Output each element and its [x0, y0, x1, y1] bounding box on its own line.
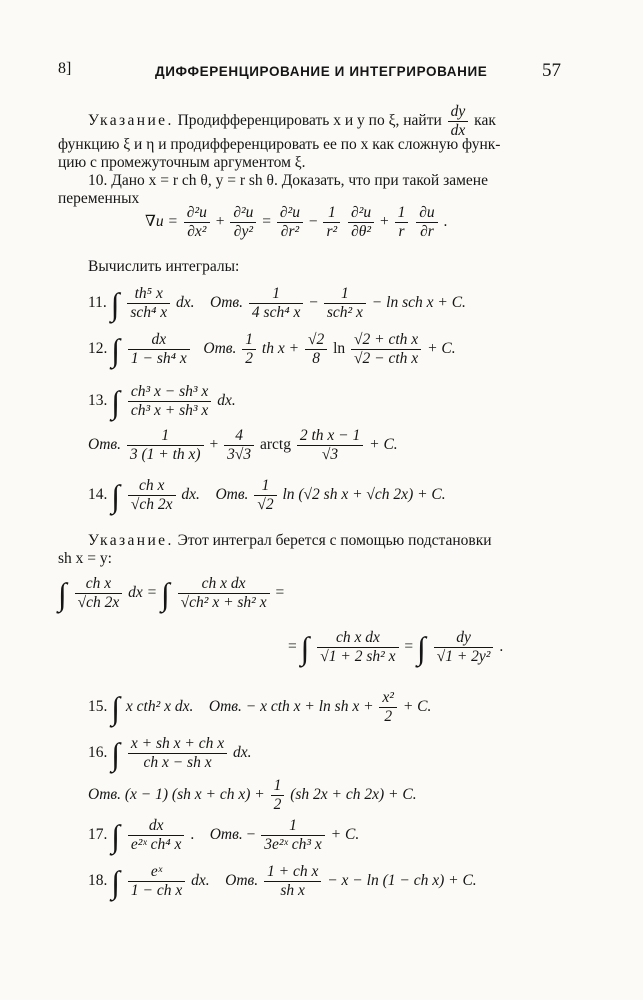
operator: + [379, 213, 389, 231]
numerator: 1 [261, 818, 325, 836]
numerator: dx [128, 332, 190, 350]
problem-11 [88, 286, 466, 321]
operator: + [215, 213, 225, 231]
denominator: 8 [312, 350, 320, 367]
answer-tail: ln (√2 sh x + √ch 2x) + C. [282, 486, 446, 504]
differential: dx. [217, 392, 236, 410]
integrand [128, 478, 176, 513]
operator: − [246, 826, 256, 844]
fraction [351, 332, 421, 367]
answer-label: Отв. [88, 436, 121, 454]
fraction [75, 576, 123, 611]
denominator: e²ˣ ch⁴ x [130, 836, 182, 853]
problem-number: 12. [88, 340, 108, 358]
fraction [127, 428, 204, 463]
answer-label: Отв. [203, 340, 237, 358]
denominator: √3 [321, 446, 339, 463]
integrand: x cth² x dx. [125, 698, 194, 716]
fraction [305, 332, 327, 367]
operator: = [262, 213, 272, 231]
numerator: 1 [323, 205, 340, 223]
numerator: ∂²u [184, 205, 210, 223]
section-number: 8] [58, 60, 72, 77]
section-intro: Вычислить интегралы: [88, 258, 240, 275]
denominator: sh x [280, 882, 305, 899]
denominator: √1 + 2 sh² x [320, 648, 396, 665]
fraction [184, 205, 210, 240]
problem-17 [88, 818, 359, 853]
fraction [224, 428, 254, 463]
fraction [297, 428, 363, 463]
operator: . [190, 826, 195, 844]
fraction-dy-dx [448, 104, 469, 139]
differential: dx. [181, 486, 200, 504]
answer-tail: − ln sch x + C. [371, 294, 466, 312]
denominator: 3√3 [227, 446, 252, 463]
integral-sign: ∫ [110, 285, 120, 322]
problem-number: 11. [88, 294, 107, 312]
fraction [277, 205, 303, 240]
denominator: 3e²ˣ ch³ x [264, 836, 322, 853]
denominator: ∂r [420, 223, 434, 240]
denominator: sch⁴ x [130, 304, 168, 321]
operator: = [275, 584, 285, 602]
problem-number: 17. [88, 826, 108, 844]
integral-sign: ∫ [111, 735, 121, 772]
operator: . [443, 213, 448, 231]
text-line: цию с промежуточным аргументом ξ. [58, 154, 306, 171]
numerator: dy [448, 104, 469, 122]
answer-tail: + C. [330, 826, 360, 844]
operator: + [209, 436, 219, 454]
fraction [271, 778, 285, 813]
fraction [317, 630, 398, 665]
denominator: √1 + 2y² [436, 648, 491, 665]
fraction [230, 205, 256, 240]
numerator: √2 + cth x [351, 332, 421, 350]
page-number: 57 [542, 60, 561, 81]
integral-sign: ∫ [161, 575, 170, 612]
text-line: переменных [58, 190, 140, 207]
hint-paragraph-2 [88, 532, 492, 550]
problem-18 [88, 864, 477, 899]
hint-text: Этот интеграл берется с помощью подстановки [177, 532, 492, 549]
operator: = [288, 638, 297, 656]
formula-lhs: ∇u = [145, 213, 178, 231]
fraction [324, 286, 366, 321]
denominator: 4 sch⁴ x [251, 304, 301, 321]
term: arctg [259, 436, 291, 454]
integral-sign: ∫ [111, 331, 121, 368]
operator: − [308, 213, 318, 231]
term: th x + [261, 340, 300, 358]
hint-text: Продифференцировать x и y по ξ, найти [177, 112, 442, 130]
term: (x − 1) (sh x + ch x) + [124, 786, 265, 804]
denominator: 3 (1 + th x) [129, 446, 201, 463]
problem-number: 15. [88, 698, 108, 716]
denominator: √2 − cth x [354, 350, 419, 367]
answer-13 [88, 428, 398, 463]
denominator: ∂y² [233, 223, 253, 240]
problem-10-text: 10. Дано x = r ch θ, y = r sh θ. Доказать, что при такой замене [88, 172, 488, 189]
substitution-line-2 [288, 630, 503, 665]
answer-label: Отв. [88, 786, 121, 804]
problem-15 [88, 690, 431, 725]
problem-number: 16. [88, 744, 108, 762]
integral-sign: ∫ [58, 575, 67, 612]
fraction [395, 205, 409, 240]
term: − x cth x + ln sh x + [245, 698, 374, 716]
answer-label: Отв. [209, 826, 243, 844]
fraction [254, 478, 276, 513]
problem-number: 18. [88, 872, 108, 890]
denominator: ch³ x + sh³ x [130, 402, 209, 419]
integral-sign: ∫ [111, 477, 121, 514]
numerator: 1 [324, 286, 366, 304]
answer-label: Отв. [225, 872, 259, 890]
numerator: 1 [127, 428, 204, 446]
denominator: ∂θ² [351, 223, 372, 240]
problem-number: 14. [88, 486, 108, 504]
numerator: ch x [128, 478, 176, 496]
problem-13 [88, 384, 236, 419]
hint-keyword: Указание. [88, 532, 174, 549]
differential: dx. [233, 744, 252, 762]
numerator: th⁵ x [127, 286, 170, 304]
fraction [416, 205, 437, 240]
denominator: √ch 2x [130, 496, 173, 513]
answer-tail: − x − ln (1 − ch x) + C. [327, 872, 477, 890]
term: dx = [128, 584, 158, 602]
problem-12 [88, 332, 456, 367]
term: ln [333, 340, 346, 358]
denominator: 2 [384, 708, 393, 725]
denominator: √ch 2x [77, 594, 120, 611]
operator: . [499, 638, 504, 656]
denominator: √2 [257, 496, 274, 513]
integrand [128, 332, 190, 367]
denominator: r [398, 223, 405, 240]
answer-label: Отв. [215, 486, 249, 504]
running-title: ДИФФЕРЕНЦИРОВАНИЕ И ИНТЕГРИРОВАНИЕ [155, 64, 488, 79]
numerator: 1 [254, 478, 276, 496]
hint-keyword: Указание. [88, 112, 174, 130]
fraction [261, 818, 325, 853]
integrand [128, 864, 185, 899]
denominator: dx [450, 122, 466, 139]
answer-label: Отв. [208, 698, 242, 716]
problem-number: 13. [88, 392, 108, 410]
denominator: r² [326, 223, 338, 240]
answer-16 [88, 778, 417, 813]
numerator: eˣ [128, 864, 185, 882]
integrand [127, 286, 170, 321]
hint-text: как [474, 112, 496, 130]
denominator: 1 − sh⁴ x [130, 350, 187, 367]
integral-sign: ∫ [300, 629, 310, 666]
denominator: 1 − ch x [130, 882, 183, 899]
answer-tail: + C. [369, 436, 398, 454]
numerator: 2 th x − 1 [297, 428, 363, 446]
differential: dx. [191, 872, 210, 890]
answer-tail: (sh 2x + ch 2x) + C. [290, 786, 417, 804]
denominator: sch² x [326, 304, 363, 321]
integral-sign: ∫ [111, 817, 121, 854]
numerator: ch x dx [178, 576, 270, 594]
fraction [379, 690, 397, 725]
operator: = [404, 638, 414, 656]
numerator: x² [379, 690, 397, 708]
numerator: ∂²u [348, 205, 374, 223]
problem-16 [88, 736, 252, 771]
numerator: ch x [75, 576, 123, 594]
numerator: x + sh x + ch x [128, 736, 227, 754]
numerator: 1 [271, 778, 285, 796]
fraction [434, 630, 494, 665]
fraction [323, 205, 340, 240]
operator: − [309, 294, 318, 312]
numerator: ch x dx [317, 630, 398, 648]
fraction [249, 286, 303, 321]
answer-tail: + C. [402, 698, 432, 716]
integrand [128, 384, 211, 419]
numerator: 1 + ch x [264, 864, 321, 882]
denominator: ∂r² [280, 223, 300, 240]
laplacian-formula [145, 205, 447, 240]
fraction [242, 332, 256, 367]
numerator: 4 [224, 428, 254, 446]
hint-paragraph-1 [88, 104, 496, 139]
text-line: функцию ξ и η и продифференцировать ее по x как сложную функ- [58, 136, 501, 153]
text-line: sh x = y: [58, 550, 112, 567]
integral-sign: ∫ [111, 863, 121, 900]
integrand [128, 818, 185, 853]
integral-sign: ∫ [111, 689, 121, 726]
differential: dx. [176, 294, 195, 312]
fraction [348, 205, 374, 240]
numerator: 1 [242, 332, 256, 350]
substitution-line-1 [58, 576, 284, 611]
numerator: ∂²u [277, 205, 303, 223]
numerator: ∂²u [230, 205, 256, 223]
integrand [128, 736, 227, 771]
integral-sign: ∫ [111, 383, 121, 420]
numerator: dx [128, 818, 185, 836]
problem-14 [88, 478, 446, 513]
numerator: ch³ x − sh³ x [128, 384, 211, 402]
fraction [264, 864, 321, 899]
numerator: 1 [249, 286, 303, 304]
denominator: 2 [245, 350, 254, 367]
numerator: √2 [305, 332, 327, 350]
answer-label: Отв. [210, 294, 244, 312]
numerator: dy [434, 630, 494, 648]
answer-tail: + C. [427, 340, 456, 358]
numerator: ∂u [416, 205, 437, 223]
denominator: ∂x² [187, 223, 207, 240]
fraction [178, 576, 270, 611]
denominator: √ch² x + sh² x [180, 594, 267, 611]
denominator: ch x − sh x [143, 754, 212, 771]
numerator: 1 [395, 205, 409, 223]
integral-sign: ∫ [417, 629, 426, 666]
denominator: 2 [273, 796, 282, 813]
